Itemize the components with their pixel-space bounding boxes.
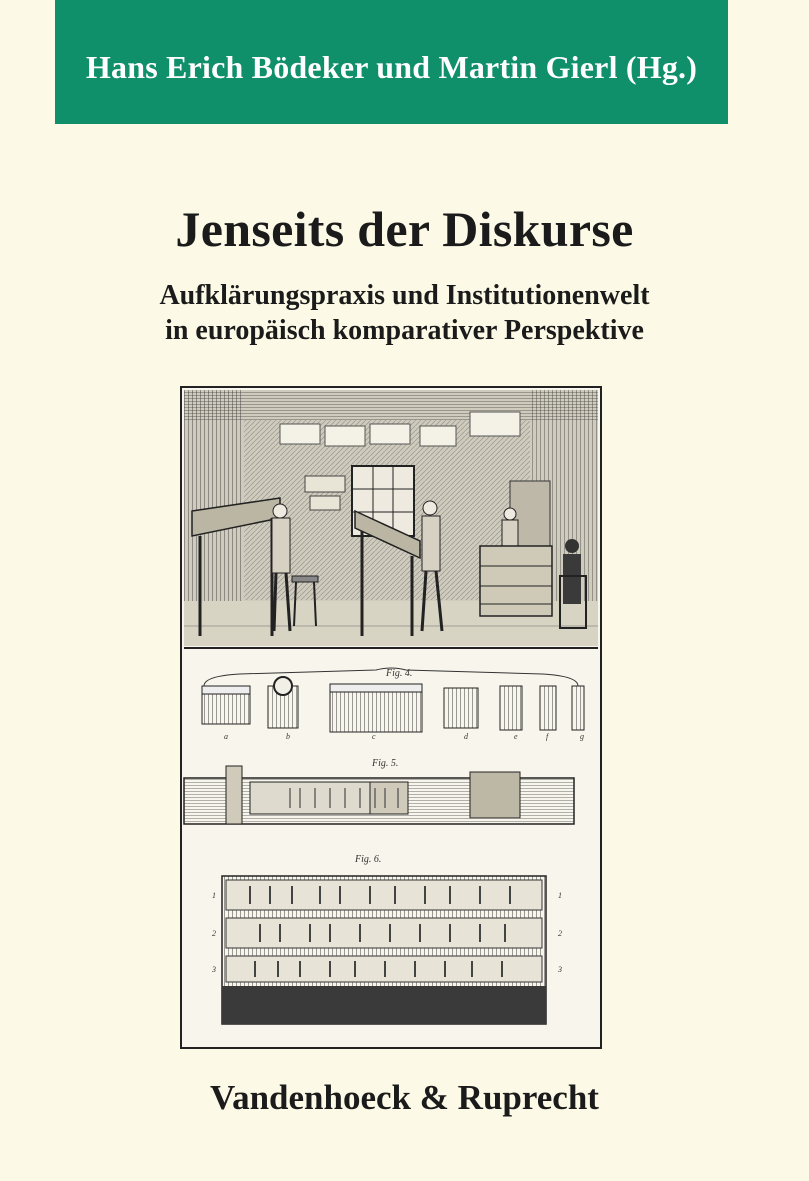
svg-text:3: 3: [212, 965, 216, 974]
svg-text:f: f: [546, 732, 549, 741]
workshop-scene: [184, 390, 598, 646]
author-band: [55, 0, 728, 124]
publisher: Vandenhoeck & Ruprecht: [210, 1078, 599, 1117]
svg-text:Fig. 4.: Fig. 4.: [386, 668, 413, 679]
book-title: Jenseits der Diskurse: [175, 201, 634, 257]
svg-text:b: b: [286, 732, 290, 741]
svg-text:3: 3: [558, 965, 562, 974]
subtitle-line-2: in europäisch komparativer Perspektive: [165, 315, 644, 346]
svg-text:2: 2: [558, 929, 562, 938]
svg-text:d: d: [464, 732, 468, 741]
authors: Hans Erich Bödeker und Martin Gierl (Hg.): [85, 48, 698, 85]
svg-text:g: g: [580, 732, 584, 741]
svg-text:1: 1: [212, 891, 216, 900]
figure-6-set-forme: [211, 854, 562, 1024]
engraving-illustration: [180, 386, 602, 1049]
svg-text:Fig. 6.: Fig. 6.: [355, 854, 382, 865]
svg-text:1: 1: [558, 891, 562, 900]
svg-text:2: 2: [212, 929, 216, 938]
svg-text:e: e: [514, 732, 518, 741]
subtitle-line-1: Aufklärungspraxis und Institutionenwelt: [159, 280, 650, 311]
svg-text:Fig. 5.: Fig. 5.: [372, 758, 399, 769]
svg-text:a: a: [224, 732, 228, 741]
svg-text:c: c: [372, 732, 376, 741]
